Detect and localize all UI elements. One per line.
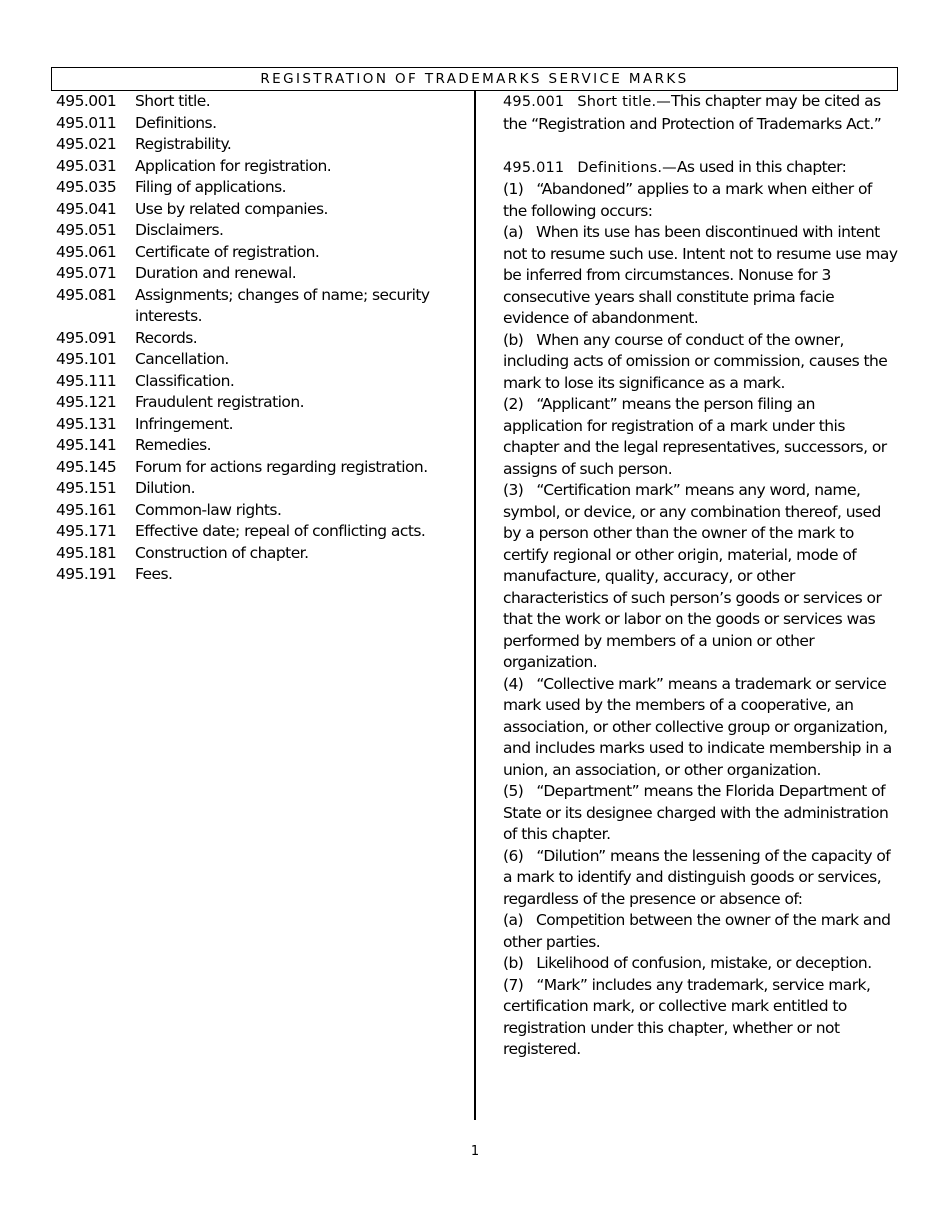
section-heading: Definitions.— bbox=[577, 159, 677, 176]
toc-item bbox=[56, 177, 456, 199]
paragraph bbox=[503, 394, 898, 480]
section-text: This chapter may be cited as the “Registration and Protection of Trademarks Act.” bbox=[503, 92, 882, 133]
paragraph-text: “Certification mark” means any word, name, symbol, or device, or any combination thereof, used by a person other than the owner of the mark to certify regional or other origin, material, mode of manufacture, quality, accuracy, or other characteristics of such person’s goods or services or that the work or labor on the goods or services was performed by members of a union or other organization. bbox=[503, 481, 882, 671]
section-spacer bbox=[503, 135, 898, 157]
paragraph-text: “Applicant” means the person filing an application for registration of a mark under this chapter and the legal representatives, successors, or assigns of such person. bbox=[503, 395, 887, 478]
toc-item bbox=[56, 414, 456, 436]
toc-section-title: Classification. bbox=[135, 371, 235, 390]
toc-section-number: 495.011 bbox=[56, 113, 117, 132]
toc-section-number: 495.181 bbox=[56, 543, 117, 562]
toc-section-number: 495.041 bbox=[56, 199, 117, 218]
toc-section-number: 495.145 bbox=[56, 457, 117, 476]
paragraph-text: Competition between the owner of the mark and other parties. bbox=[503, 911, 891, 951]
statute-text bbox=[503, 91, 898, 1061]
toc-section-title: Definitions. bbox=[135, 113, 217, 132]
toc-section-title: Filing of applications. bbox=[135, 178, 287, 196]
paragraph bbox=[503, 910, 898, 953]
paragraph bbox=[503, 953, 898, 975]
toc-section-number: 495.121 bbox=[56, 393, 117, 411]
toc-section-number: 495.035 bbox=[56, 178, 117, 196]
paragraph bbox=[503, 846, 898, 911]
toc-section-title: Application for registration. bbox=[135, 156, 332, 175]
toc-section-title: Effective date; repeal of conflicting acts. bbox=[135, 522, 426, 540]
paragraph bbox=[503, 179, 898, 222]
paragraph bbox=[503, 222, 898, 330]
toc-section-title: Registrability. bbox=[135, 135, 232, 153]
toc-section-number: 495.101 bbox=[56, 350, 117, 368]
toc-section-number: 495.051 bbox=[56, 221, 117, 239]
toc-section-title: Forum for actions regarding registration. bbox=[135, 457, 428, 476]
toc-section-number: 495.131 bbox=[56, 414, 117, 433]
toc-section-title: Cancellation. bbox=[135, 350, 229, 368]
toc-section-number: 495.021 bbox=[56, 135, 117, 153]
paragraph-text: Likelihood of confusion, mistake, or deception. bbox=[536, 954, 872, 972]
toc-item bbox=[56, 242, 456, 264]
paragraph bbox=[503, 480, 898, 674]
toc-item bbox=[56, 134, 456, 156]
paragraph-label: (2) bbox=[503, 395, 524, 413]
toc-item bbox=[56, 457, 456, 479]
toc-item bbox=[56, 392, 456, 414]
toc-item bbox=[56, 349, 456, 371]
toc-section-title: Infringement. bbox=[135, 414, 234, 433]
toc-section-title: Fees. bbox=[135, 565, 173, 583]
toc-section-number: 495.001 bbox=[56, 92, 117, 110]
paragraph bbox=[503, 781, 898, 846]
toc-item bbox=[56, 328, 456, 350]
toc-item bbox=[56, 156, 456, 178]
page-number: 1 bbox=[470, 1144, 480, 1159]
toc-item bbox=[56, 478, 456, 500]
toc-section-title: Short title. bbox=[135, 92, 211, 110]
section-number: 495.011 bbox=[503, 159, 565, 176]
paragraph bbox=[503, 674, 898, 782]
toc-item bbox=[56, 564, 456, 586]
toc-section-number: 495.091 bbox=[56, 328, 117, 347]
toc-section-title: Dilution. bbox=[135, 479, 196, 497]
section-495-001 bbox=[503, 91, 898, 135]
toc-section-title: Duration and renewal. bbox=[135, 264, 297, 282]
table-of-contents bbox=[56, 91, 456, 586]
toc-item bbox=[56, 285, 456, 328]
toc-item bbox=[56, 435, 456, 457]
toc-section-title: Remedies. bbox=[135, 436, 211, 454]
paragraph-label: (7) bbox=[503, 975, 524, 994]
toc-item bbox=[56, 543, 456, 565]
toc-section-title: Disclaimers. bbox=[135, 221, 224, 239]
toc-section-number: 495.061 bbox=[56, 242, 117, 261]
toc-section-title: Records. bbox=[135, 328, 198, 347]
toc-section-number: 495.081 bbox=[56, 285, 117, 304]
section-495-011 bbox=[503, 157, 898, 180]
column-divider bbox=[474, 91, 476, 1120]
toc-section-title: Common-law rights. bbox=[135, 500, 282, 519]
paragraph-label: (5) bbox=[503, 782, 524, 800]
chapter-title: REGISTRATION OF TRADEMARKS SERVICE MARKS bbox=[51, 67, 898, 91]
section-text: As used in this chapter: bbox=[676, 157, 847, 176]
paragraph-label: (6) bbox=[503, 846, 524, 865]
paragraph bbox=[503, 330, 898, 395]
paragraph-text: When its use has been discontinued with intent not to resume such use. Intent not to resume use may be inferred from circumstances. Nonuse for 3 consecutive years shall constitute prima facie evidence of abandonment. bbox=[503, 223, 898, 327]
toc-section-title: Assignments; changes of name; security interests. bbox=[135, 285, 430, 325]
paragraph-text: When any course of conduct of the owner, including acts of omission or commission, causes the mark to lose its significance as a mark. bbox=[503, 330, 888, 392]
toc-section-number: 495.031 bbox=[56, 156, 117, 175]
toc-section-title: Fraudulent registration. bbox=[135, 393, 304, 411]
paragraph-text: “Mark” includes any trademark, service mark, certification mark, or collective mark entitled to registration under this chapter, whether or not registered. bbox=[503, 975, 871, 1058]
toc-item bbox=[56, 199, 456, 221]
toc-item bbox=[56, 263, 456, 285]
toc-section-number: 495.071 bbox=[56, 264, 117, 282]
paragraph-text: “Dilution” means the lessening of the capacity of a mark to identify and distinguish goods or services, regardless of the presence or absence of: bbox=[503, 846, 891, 908]
toc-section-title: Use by related companies. bbox=[135, 199, 328, 218]
paragraph-label: (b) bbox=[503, 330, 524, 349]
section-number: 495.001 bbox=[503, 94, 565, 110]
paragraph-text: “Abandoned” applies to a mark when either of the following occurs: bbox=[503, 180, 872, 220]
toc-item bbox=[56, 113, 456, 135]
toc-item bbox=[56, 91, 456, 113]
toc-item bbox=[56, 220, 456, 242]
toc-section-number: 495.111 bbox=[56, 371, 117, 390]
paragraph bbox=[503, 975, 898, 1061]
toc-item bbox=[56, 371, 456, 393]
paragraph-label: (b) bbox=[503, 954, 524, 972]
paragraph-label: (a) bbox=[503, 223, 523, 241]
toc-section-number: 495.151 bbox=[56, 479, 117, 497]
toc-section-number: 495.171 bbox=[56, 522, 117, 540]
toc-section-title: Construction of chapter. bbox=[135, 543, 309, 562]
toc-section-title: Certificate of registration. bbox=[135, 242, 320, 261]
paragraph-text: “Department” means the Florida Department of State or its designee charged with the administration of this chapter. bbox=[503, 782, 889, 843]
toc-section-number: 495.191 bbox=[56, 565, 117, 583]
toc-item bbox=[56, 521, 456, 543]
toc-section-number: 495.141 bbox=[56, 436, 117, 454]
paragraph-label: (1) bbox=[503, 180, 524, 198]
paragraph-label: (4) bbox=[503, 674, 524, 693]
paragraph-label: (a) bbox=[503, 911, 523, 929]
paragraph-label: (3) bbox=[503, 481, 524, 499]
section-heading: Short title.— bbox=[577, 94, 671, 110]
toc-section-number: 495.161 bbox=[56, 500, 117, 519]
paragraph-text: “Collective mark” means a trademark or service mark used by the members of a cooperative, an association, or other collective group or organization, and includes marks used to indicate membership in a union, an association, or other organization. bbox=[503, 674, 892, 779]
toc-item bbox=[56, 500, 456, 522]
